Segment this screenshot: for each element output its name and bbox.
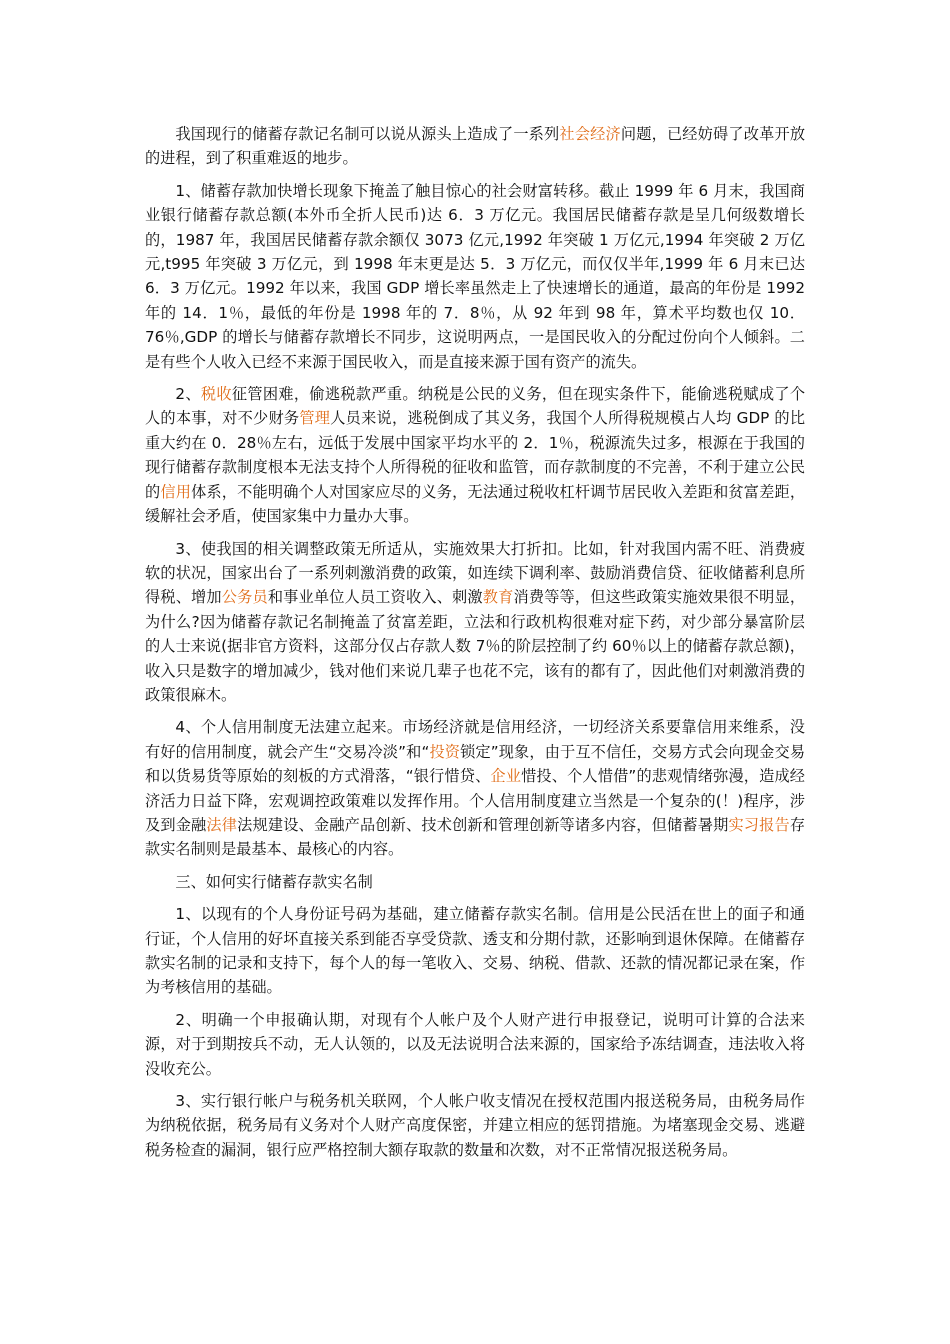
link-internship-report[interactable]: 实习报告 bbox=[728, 815, 790, 834]
link-credit[interactable]: 信用 bbox=[160, 482, 192, 501]
text-segment: 1、储蓄存款加快增长现象下掩盖了触目惊心的社会财富转移。截止 1999 年 6 月末，我国商业银行储蓄存款总额(本外币全折人民币)达 6．3 万亿元。我国居民储蓄存款是呈几何级数增长的，1987 年，我国居民储蓄存款余额仅 3073 亿元,1992 年突破 1 万亿元,1994 年突破 2 万亿元,t995 年突破 3 万亿元，到 1998 年末更是达 5．3 万亿元，而仅仅半年,1999 年 6 月末已达 6．3 万亿元。1992 年以来，我国 GDP 增长率虽然走上了快速增长的通道，最高的年份是 1992 年的 14．1％，最低的年份是 1998 年的 7．8％，从 92 年到 98 年，算术平均数也仅 10．76％,GDP 的增长与储蓄存款增长不同步，这说明两点，一是国民收入的分配过份向个人倾斜。二是有些个人收入已经不来源于国民收入，而是直接来源于国有资产的流失。 bbox=[145, 181, 805, 371]
paragraph-s3 bbox=[145, 1089, 805, 1162]
link-law[interactable]: 法律 bbox=[206, 815, 238, 834]
text-segment: 4、个人信用制度无法建立起来。市场经济就是信用经济，一切经济关系要靠信用来维系，没有好的信用制度，就会产生“交易冷淡”和“ bbox=[145, 718, 805, 761]
paragraph-intro bbox=[145, 122, 805, 171]
text-segment: 征管困难，偷逃税款严重。纳税是公民的义务，但在现实条件下，能偷逃税赋成了个人的本事，对不少财务 bbox=[145, 385, 806, 428]
section-heading bbox=[145, 870, 805, 894]
link-management[interactable]: 管理 bbox=[299, 409, 331, 428]
document-body bbox=[145, 122, 805, 1170]
paragraph-s1 bbox=[145, 902, 805, 1000]
text-segment: 问题，已经妨碍了改革开放的进程，到了积重难返的地步。 bbox=[145, 125, 806, 168]
paragraph-3 bbox=[145, 537, 805, 708]
text-segment: 惜投、个人惜借”的悲观情绪弥漫，造成经济活力日益下降，宏观调控政策难以发挥作用。个人信用制度建立当然是一个复杂的(！)程序，涉及到金融 bbox=[145, 767, 805, 834]
link-investment[interactable]: 投资 bbox=[429, 742, 461, 761]
link-civil-servant[interactable]: 公务员 bbox=[221, 588, 268, 607]
link-tax[interactable]: 税收 bbox=[200, 385, 232, 404]
paragraph-1 bbox=[145, 179, 805, 374]
text-segment: 我国现行的储蓄存款记名制可以说从源头上造成了一系列 bbox=[175, 125, 560, 143]
paragraph-4 bbox=[145, 715, 805, 861]
text-segment: 消费等等，但这些政策实施效果很不明显，为什么?因为储蓄存款记名制掩盖了贫富差距，立法和行政机构很难对症下药，对少部分暴富阶层的人士来说(据非官方资料，这部分仅占存款人数 7％的阶层控制了约 60％以上的储蓄存款总额)，收入只是数字的增加减少，钱对他们来说几辈子也花不完，该有的都有了，因此他们对刺激消费的政策很麻木。 bbox=[145, 588, 806, 704]
link-social-economy[interactable]: 社会经济 bbox=[559, 125, 621, 143]
text-segment: 和事业单位人员工资收入、刺激 bbox=[267, 588, 483, 607]
text-segment: 锁定”现象，由于互不信任，交易方式会向现金交易和以货易货等原始的刻板的方式滑落，“银行惜贷、 bbox=[145, 742, 806, 786]
text-segment: 存款实名制则是最基本、最核心的内容。 bbox=[145, 815, 806, 859]
text-segment: 3、实行银行帐户与税务机关联网，个人帐户收支情况在授权范围内报送税务局，由税务局作为纳税依据，税务局有义务对个人财产高度保密，并建立相应的惩罚措施。为堵塞现金交易、逃避税务检查的漏洞，银行应严格控制大额存取款的数量和次数，对不正常情况报送税务局。 bbox=[145, 1092, 805, 1159]
link-education[interactable]: 教育 bbox=[482, 588, 514, 607]
text-segment: 1、以现有的个人身份证号码为基础，建立储蓄存款实名制。信用是公民活在世上的面子和通行证，个人信用的好坏直接关系到能否享受贷款、透支和分期付款，还影响到退休保障。在储蓄存款实名制的记录和支持下，每个人的每一笔收入、交易、纳税、借款、还款的情况都记录在案，作为考核信用的基础。 bbox=[145, 905, 805, 997]
text-segment: 人员来说，逃税倒成了其义务，我国个人所得税规模占人均 GDP 的比重大约在 0．28％左右，远低于发展中国家平均水平的 2．1％，税源流失过多，根源在于我国的现行储蓄存款制度根本无法支持个人所得税的征收和监管，而存款制度的不完善，不利于建立公民的 bbox=[145, 409, 806, 501]
text-segment: 2、 bbox=[175, 385, 201, 404]
text-segment: 法规建设、金融产品创新、技术创新和管理创新等诸多内容，但储蓄暑期 bbox=[237, 815, 729, 834]
heading-text: 三、如何实行储蓄存款实名制 bbox=[175, 872, 373, 891]
paragraph-s2 bbox=[145, 1008, 805, 1081]
text-segment: 体系，不能明确个人对国家应尽的义务，无法通过税收杠杆调节居民收入差距和贫富差距，缓解社会矛盾，使国家集中力量办大事。 bbox=[145, 482, 806, 526]
link-enterprise[interactable]: 企业 bbox=[490, 767, 522, 786]
text-segment: 3、使我国的相关调整政策无所适从，实施效果大打折扣。比如，针对我国内需不旺、消费疲软的状况，国家出台了一系列刺激消费的政策，如连续下调利率、鼓励消费信贷、征收储蓄利息所得税、增加 bbox=[145, 539, 805, 607]
text-segment: 2、明确一个申报确认期，对现有个人帐户及个人财产进行申报登记，说明可计算的合法来源，对于到期按兵不动，无人认领的，以及无法说明合法来源的，国家给予冻结调查，违法收入将没收充公。 bbox=[145, 1010, 805, 1078]
paragraph-2 bbox=[145, 382, 805, 528]
